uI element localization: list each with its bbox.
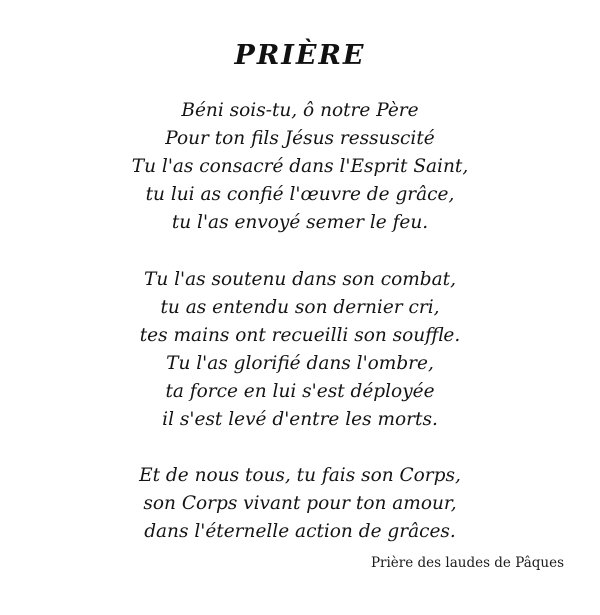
poem-line: son Corps vivant pour ton amour, — [143, 493, 457, 515]
stanza-1 — [30, 97, 570, 238]
poem-line: Tu l'as glorifié dans l'ombre, — [166, 352, 434, 374]
poem-line: tes mains ont recueilli son souffle. — [139, 324, 461, 346]
poem-line: tu as entendu son dernier cri, — [160, 296, 440, 318]
poem-line: Tu l'as soutenu dans son combat, — [144, 268, 456, 290]
poem-line: Béni sois-tu, ô notre Père — [181, 100, 419, 121]
poem-line: tu lui as confié l'œuvre de grâce, — [145, 184, 455, 206]
poem-line: Et de nous tous, tu fais son Corps, — [139, 465, 461, 487]
attribution-block — [371, 555, 564, 571]
stanza-3 — [30, 462, 570, 546]
page-title: PRIÈRE — [234, 40, 366, 71]
source-attribution: Prière des laudes de Pâques — [370, 555, 564, 571]
poem-line: dans l'éternelle action de grâces. — [144, 521, 456, 543]
poem-line: Tu l'as consacré dans l'Esprit Saint, — [131, 156, 469, 178]
poem-line: il s'est levé d'entre les morts. — [162, 409, 438, 431]
stanza-2 — [30, 266, 570, 435]
poem-line: ta force en lui s'est déployée — [165, 380, 435, 402]
poem-line: Pour ton fils Jésus ressuscité — [165, 128, 435, 150]
poem-line: tu l'as envoyé semer le feu. — [171, 212, 429, 234]
